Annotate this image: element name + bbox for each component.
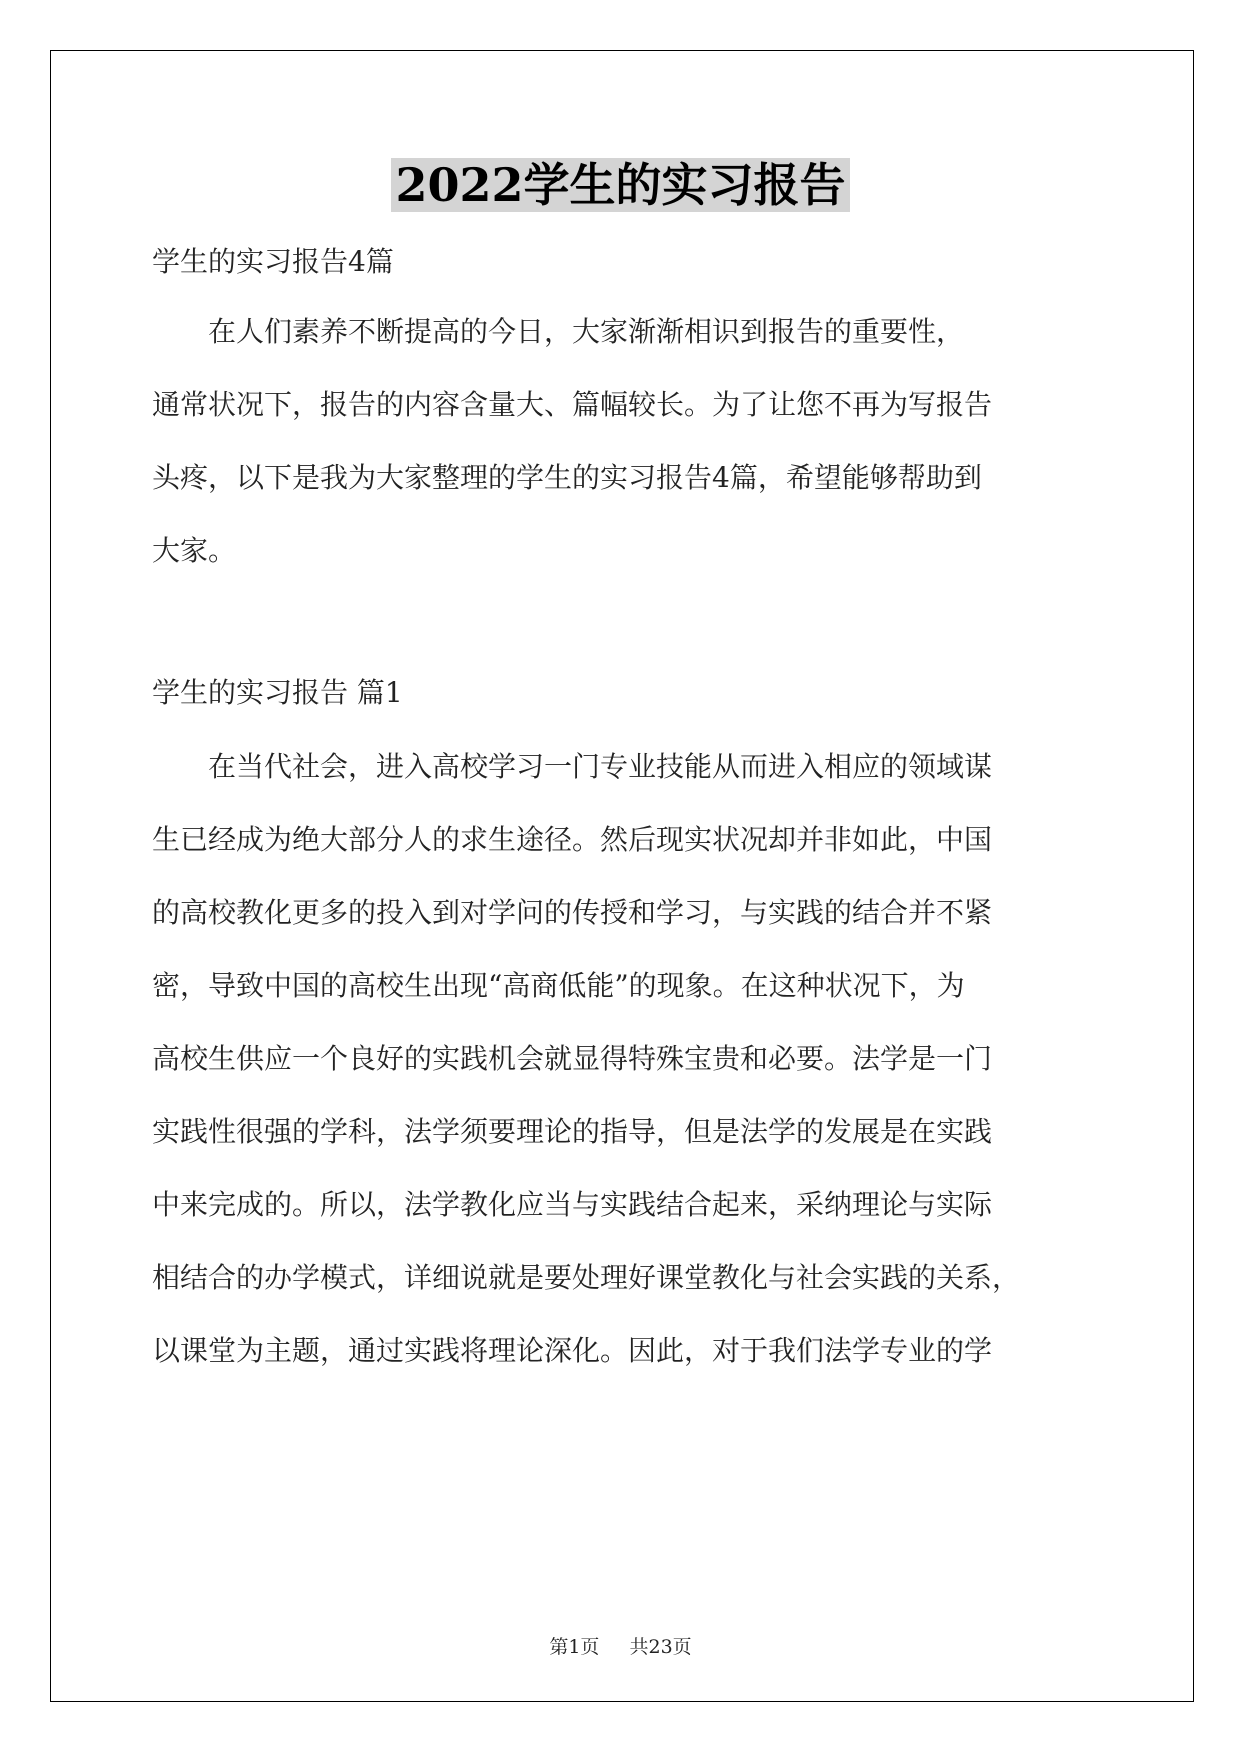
body-line: 的高校教化更多的投入到对学问的传授和学习，与实践的结合并不紧 <box>152 896 993 929</box>
body-line: 在当代社会，进入高校学习一门专业技能从而进入相应的领域谋 <box>152 750 993 783</box>
page-footer <box>0 1632 1241 1659</box>
page-border <box>50 50 1194 1702</box>
intro-heading: 学生的实习报告4篇 <box>152 245 394 278</box>
page-total: 共23页 <box>629 1636 692 1658</box>
intro-line: 通常状况下，报告的内容含量大、篇幅较长。为了让您不再为写报告 <box>152 388 993 421</box>
title-container <box>0 158 1241 212</box>
body-line: 中来完成的。所以，法学教化应当与实践结合起来，采纳理论与实际 <box>152 1188 993 1221</box>
body-line: 生已经成为绝大部分人的求生途径。然后现实状况却并非如此，中国 <box>152 823 993 856</box>
body-line: 高校生供应一个良好的实践机会就显得特殊宝贵和必要。法学是一门 <box>152 1042 993 1075</box>
document-title: 2022学生的实习报告 <box>391 158 849 212</box>
body-line: 以课堂为主题，通过实践将理论深化。因此，对于我们法学专业的学 <box>152 1334 993 1367</box>
intro-line: 头疼，以下是我为大家整理的学生的实习报告4篇，希望能够帮助到 <box>152 461 982 494</box>
body-line: 实践性很强的学科，法学须要理论的指导，但是法学的发展是在实践 <box>152 1115 993 1148</box>
section-heading: 学生的实习报告 篇1 <box>152 676 403 709</box>
intro-line: 在人们素养不断提高的今日，大家渐渐相识到报告的重要性， <box>152 315 965 348</box>
body-line: 相结合的办学模式，详细说就是要处理好课堂教化与社会实践的关系， <box>152 1261 1021 1294</box>
body-line: 密，导致中国的高校生出现“高商低能”的现象。在这种状况下，为 <box>152 969 965 1002</box>
page-number: 第1页 <box>549 1636 600 1658</box>
intro-line: 大家。 <box>152 534 237 567</box>
